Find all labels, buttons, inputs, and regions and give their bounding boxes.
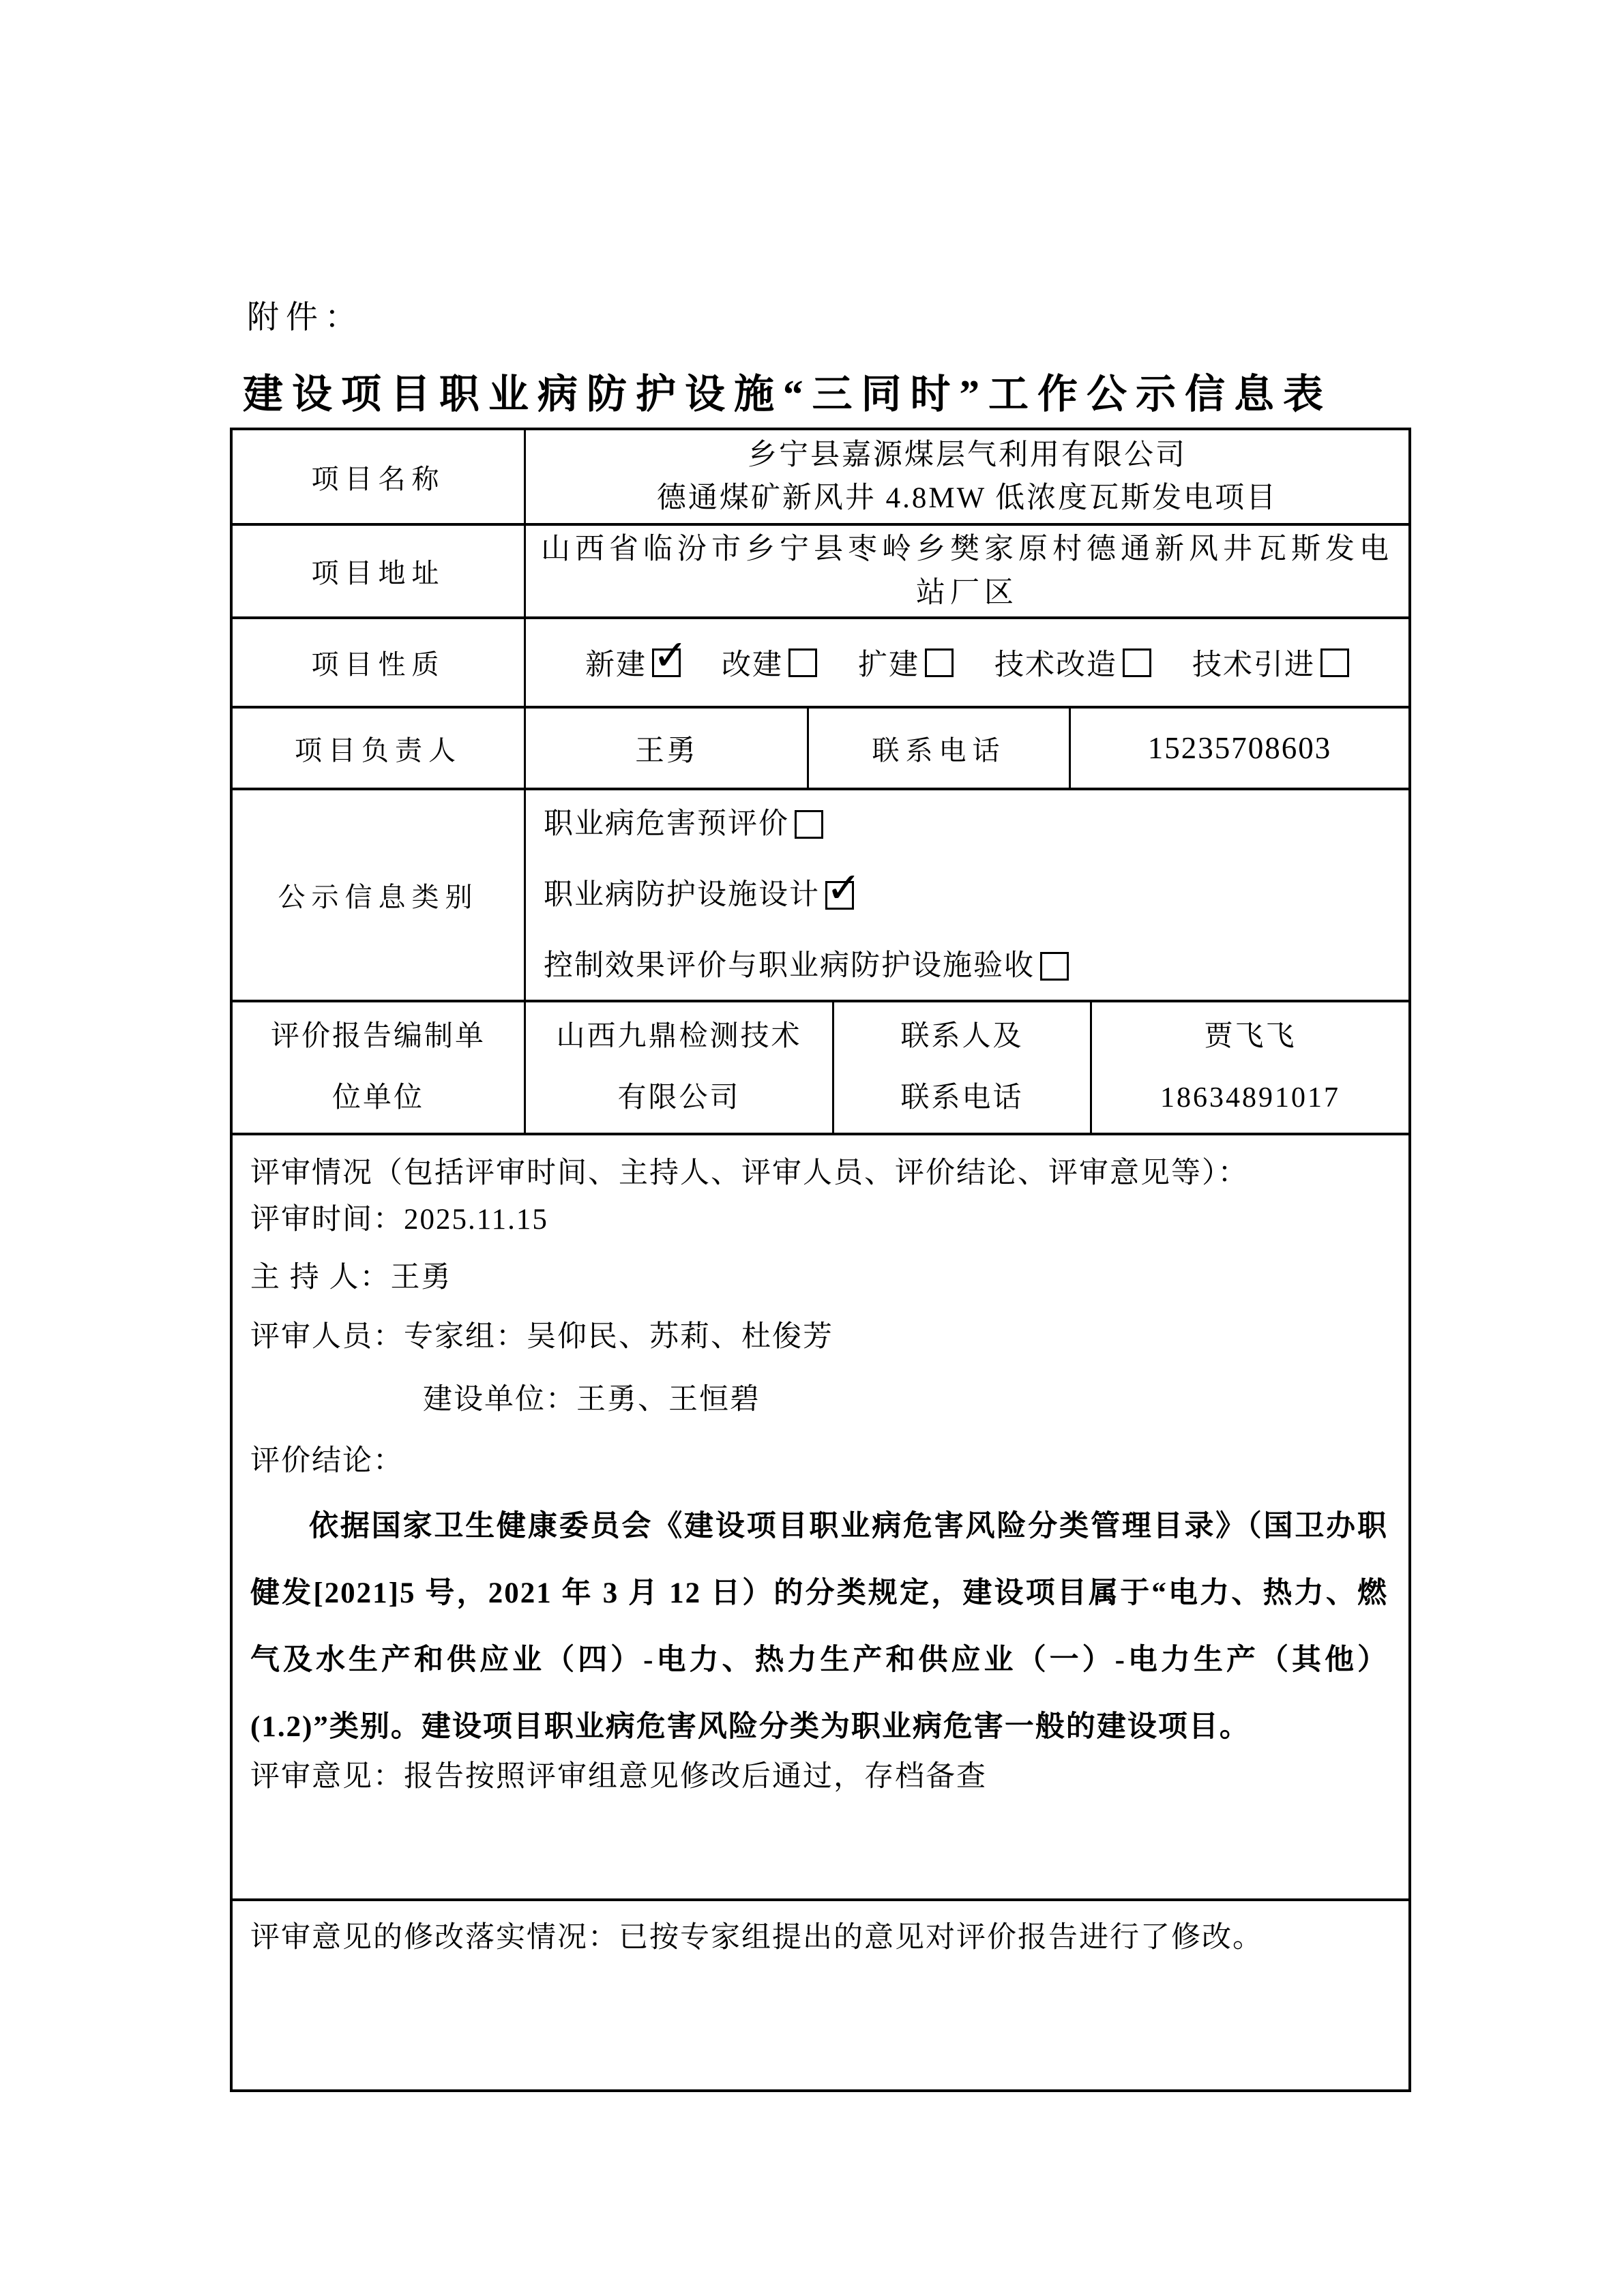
- checkbox-label: 扩建: [858, 649, 919, 681]
- agency-company-line1: 山西九鼎检测技术: [556, 1021, 802, 1052]
- table-row-review: [233, 1135, 1408, 1901]
- category-item-acceptance: [544, 950, 1069, 982]
- implementation-text: 评审意见的修改落实情况：已按专家组提出的意见对评价报告进行了修改。: [250, 1922, 1263, 1954]
- checkbox-unchecked: [788, 648, 817, 677]
- project-address-line1: 山西省临汾市乡宁县枣岭乡樊家原村德通新风井瓦斯发电: [541, 533, 1393, 565]
- checkbox-label: 技术引进: [1192, 649, 1315, 681]
- agency-label-line2: 位单位: [331, 1082, 424, 1114]
- category-label: 公示信息类别: [233, 790, 526, 1000]
- review-time: 评审时间：2025.11.15: [250, 1204, 548, 1236]
- project-name-value: [526, 430, 1408, 523]
- nature-option-expand: [858, 642, 954, 683]
- agency-contact-label: [834, 1002, 1092, 1133]
- category-item-text: 控制效果评价与职业病防护设施验收: [544, 950, 1035, 982]
- review-heading: 评审情况（包括评审时间、主持人、评审人员、评价结论、评审意见等）：: [250, 1157, 1249, 1189]
- info-table: [230, 428, 1411, 2092]
- agency-contact-value: [1092, 1002, 1408, 1133]
- agency-label-line1: 评价报告编制单: [270, 1021, 486, 1052]
- table-row-project-name: [233, 430, 1408, 526]
- category-item-pre-evaluation: [544, 808, 823, 840]
- checkbox-unchecked: [1040, 952, 1069, 981]
- review-reviewers-unit: 建设单位：王勇、王恒碧: [423, 1384, 761, 1416]
- checkbox-unchecked: [1320, 648, 1349, 677]
- agency-company-line2: 有限公司: [617, 1082, 741, 1114]
- checkbox-label: 技术改造: [994, 649, 1117, 681]
- project-nature-label: 项目性质: [233, 619, 526, 706]
- leader-phone-label: 联系电话: [809, 709, 1071, 788]
- agency-company: [526, 1002, 834, 1133]
- review-conclusion-paragraph: 依据国家卫生健康委员会《建设项目职业病危害风险分类管理目录》（国卫办职健发[2021]5 号，2021 年 3 月 12 日）的分类规定，建设项目属于“电力、热力、燃气及水生产和供应业（四）-电力、热力生产和供应业（一）-电力生产（其他）(1.2)”类别。建设项目职业病危害风险分类为职业病危害一般的建设项目。: [250, 1510, 1388, 1743]
- category-item-facility-design: [544, 862, 863, 912]
- checkbox-label: 改建: [722, 649, 783, 681]
- agency-contact-label-line2: 联系电话: [900, 1082, 1024, 1114]
- project-name-label: 项目名称: [233, 430, 526, 523]
- category-items: [526, 790, 1408, 1000]
- checkbox-label: 新建: [585, 649, 647, 681]
- table-row-agency: [233, 1002, 1408, 1135]
- checkbox-checked: [652, 629, 690, 680]
- table-row-category: [233, 790, 1408, 1002]
- nature-option-tech-import: [1192, 642, 1349, 683]
- leader-phone-value: 15235708603: [1147, 731, 1332, 765]
- review-reviewers: 评审人员：专家组：吴仰民、苏莉、杜俊芳: [250, 1321, 833, 1353]
- check-mark: ✓: [826, 862, 863, 912]
- nature-option-new: [585, 629, 690, 683]
- project-name-line2: 德通煤矿新风井 4.8MW 低浓度瓦斯发电项目: [656, 482, 1278, 514]
- project-address-line2: 站厂区: [916, 576, 1018, 609]
- page-title: 建设项目职业病防护设施“三同时”工作公示信息表: [243, 372, 1333, 417]
- check-mark: ✓: [653, 629, 690, 680]
- nature-option-rebuild: [722, 642, 817, 683]
- project-leader-label: 项目负责人: [233, 709, 526, 788]
- checkbox-unchecked: [925, 648, 954, 677]
- project-nature-options: [526, 619, 1408, 706]
- category-item-text: 职业病危害预评价: [544, 808, 789, 840]
- project-name-line1: 乡宁县嘉源煤层气利用有限公司: [748, 439, 1187, 471]
- attachment-label: 附件：: [247, 300, 364, 336]
- table-row-project-nature: [233, 619, 1408, 709]
- agency-label: [233, 1002, 526, 1133]
- review-section: [233, 1135, 1408, 1898]
- agency-contact-phone: 18634891017: [1160, 1082, 1340, 1114]
- agency-contact-label-line1: 联系人及: [900, 1021, 1024, 1052]
- checkbox-checked: [825, 862, 863, 912]
- table-row-implementation: [233, 1901, 1408, 2089]
- implementation-section: [233, 1901, 1408, 2089]
- review-host: 主 持 人：王勇: [250, 1262, 452, 1294]
- category-item-text: 职业病防护设施设计: [544, 879, 820, 911]
- table-row-project-address: [233, 526, 1408, 619]
- project-address-label: 项目地址: [233, 526, 526, 616]
- checkbox-unchecked: [1123, 648, 1151, 677]
- nature-option-tech-transform: [994, 642, 1151, 683]
- agency-contact-name: 贾飞飞: [1204, 1021, 1297, 1052]
- project-address-value: [526, 526, 1408, 616]
- review-conclusion-label: 评价结论：: [250, 1445, 404, 1477]
- table-row-project-leader: [233, 709, 1408, 790]
- checkbox-unchecked: [795, 810, 823, 839]
- project-leader-name: 王勇: [526, 709, 809, 788]
- review-opinion: 评审意见：报告按照评审组意见修改后通过，存档备查: [250, 1761, 987, 1793]
